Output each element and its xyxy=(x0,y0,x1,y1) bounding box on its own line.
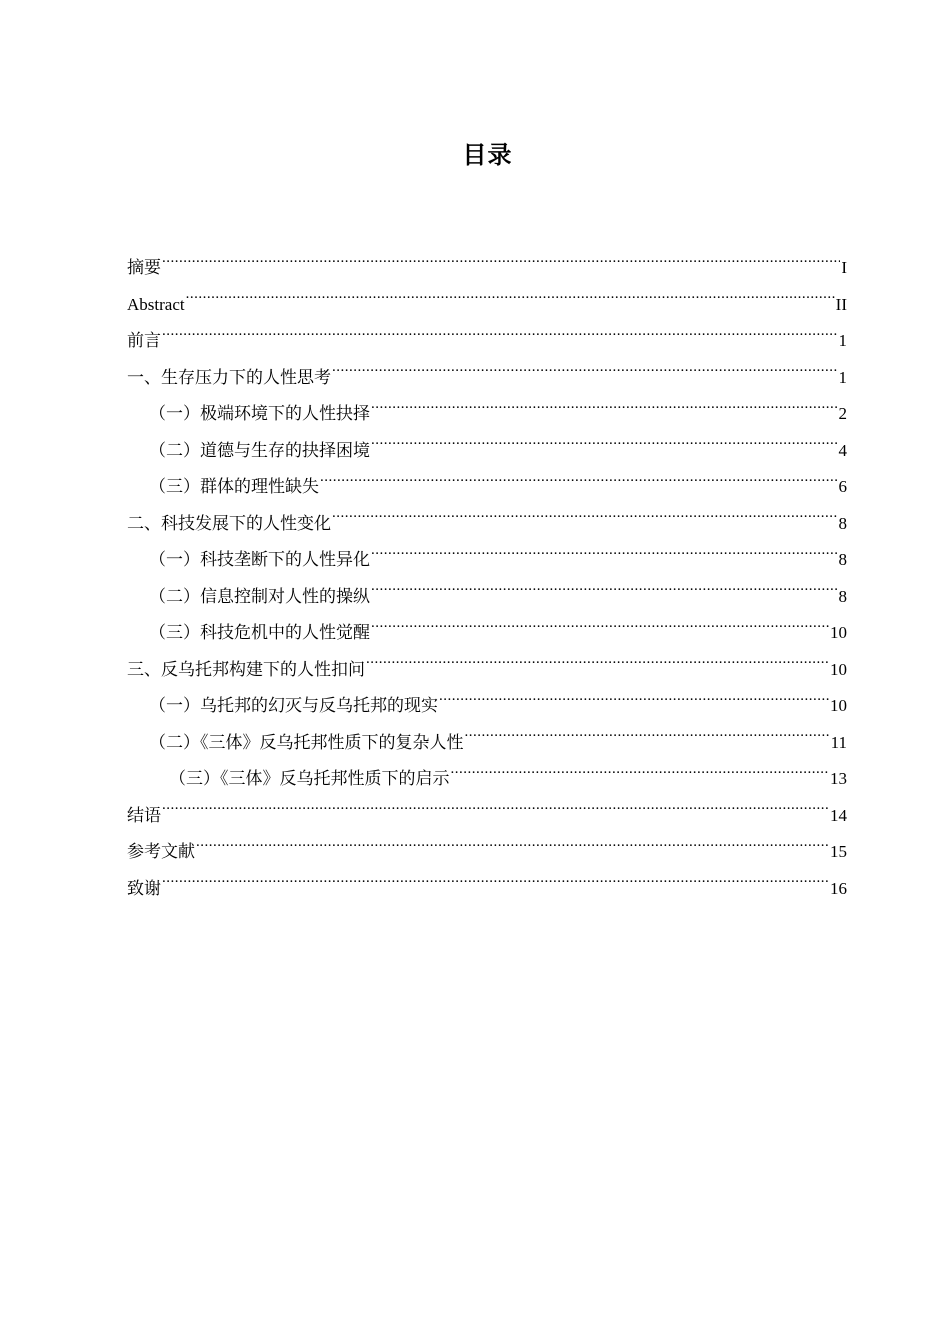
toc-entry-label: 二、科技发展下的人性变化 xyxy=(127,513,331,534)
toc-entry-conclusion[interactable] xyxy=(127,798,847,835)
toc-dot-leader xyxy=(162,804,829,821)
toc-entry-section-2-1[interactable] xyxy=(127,542,847,579)
toc-entry-section-3-3[interactable] xyxy=(127,761,847,798)
toc-entry-label: （三）群体的理性缺失 xyxy=(149,477,319,497)
toc-entry-section-1-3[interactable] xyxy=(127,469,847,506)
toc-entry-page: II xyxy=(835,294,847,314)
toc-entry-section-3-1[interactable] xyxy=(127,688,847,725)
toc-entry-page: 1 xyxy=(838,331,847,350)
toc-entry-page: 16 xyxy=(830,878,847,898)
toc-dot-leader xyxy=(366,658,829,675)
toc-entry-label: 一、生存压力下的人性思考 xyxy=(127,367,331,388)
toc-entry-abstract-en[interactable] xyxy=(127,287,847,324)
toc-entry-page: 15 xyxy=(830,842,847,861)
toc-entry-label: 参考文献 xyxy=(127,842,195,862)
toc-entry-section-2-2[interactable] xyxy=(127,579,847,616)
toc-entry-label: （一）极端环境下的人性抉择 xyxy=(149,404,370,424)
toc-entry-label: 摘要 xyxy=(127,258,161,278)
toc-entry-label: （二）信息控制对人性的操纵 xyxy=(149,586,370,607)
toc-entry-label: 结语 xyxy=(127,805,161,826)
toc-entry-page: 11 xyxy=(830,732,847,752)
toc-dot-leader xyxy=(320,475,838,492)
toc-entry-label: （三）科技危机中的人性觉醒 xyxy=(149,623,370,643)
toc-entry-page: 8 xyxy=(838,550,847,569)
toc-entry-label: （二）《三体》反乌托邦性质下的复杂人性 xyxy=(149,732,464,753)
toc-dot-leader xyxy=(162,329,838,346)
toc-entry-section-3-2[interactable] xyxy=(127,725,847,762)
toc-dot-leader xyxy=(371,621,829,638)
toc-entry-page: 8 xyxy=(838,586,847,606)
toc-entry-page: 4 xyxy=(838,440,847,460)
toc-dot-leader xyxy=(371,585,838,602)
toc-entry-page: I xyxy=(841,258,847,277)
toc-entry-chapter-3[interactable] xyxy=(127,652,847,689)
toc-entry-label: （一）乌托邦的幻灭与反乌托邦的现实 xyxy=(149,696,438,716)
toc-entry-acknowledgements[interactable] xyxy=(127,871,847,908)
toc-entry-page: 6 xyxy=(838,477,847,496)
toc-entry-label: （二）道德与生存的抉择困境 xyxy=(149,440,370,461)
toc-dot-leader xyxy=(332,366,838,383)
toc-entry-label: 三、反乌托邦构建下的人性扣问 xyxy=(127,659,365,680)
toc-entry-page: 1 xyxy=(838,367,847,387)
toc-entry-page: 14 xyxy=(830,805,847,825)
toc-dot-leader xyxy=(371,439,838,456)
toc-entry-page: 10 xyxy=(830,623,847,642)
toc-entry-section-1-1[interactable] xyxy=(127,396,847,433)
toc-title: 目录 xyxy=(462,141,513,169)
toc-entry-chapter-2[interactable] xyxy=(127,506,847,543)
toc-entry-preface[interactable] xyxy=(127,323,847,360)
toc-entry-page: 2 xyxy=(838,404,847,423)
toc-entry-label: 前言 xyxy=(127,331,161,351)
toc-dot-leader xyxy=(465,731,830,748)
toc-entry-section-1-2[interactable] xyxy=(127,433,847,470)
table-of-contents xyxy=(127,250,847,907)
toc-entry-page: 8 xyxy=(838,513,847,533)
toc-entry-label: （一）科技垄断下的人性异化 xyxy=(149,550,370,570)
toc-dot-leader xyxy=(439,694,829,711)
toc-entry-abstract-cn[interactable] xyxy=(127,250,847,287)
toc-dot-leader xyxy=(162,256,840,273)
toc-entry-page: 10 xyxy=(830,659,847,679)
toc-dot-leader xyxy=(451,767,830,784)
toc-dot-leader xyxy=(186,293,835,310)
toc-dot-leader xyxy=(371,402,838,419)
toc-entry-label: 致谢 xyxy=(127,878,161,899)
toc-dot-leader xyxy=(332,512,838,529)
toc-entry-section-2-3[interactable] xyxy=(127,615,847,652)
toc-dot-leader xyxy=(196,840,829,857)
toc-entry-label: Abstract xyxy=(127,294,185,314)
toc-entry-page: 13 xyxy=(830,769,847,788)
toc-dot-leader xyxy=(162,877,829,894)
toc-entry-label: （三）《三体》反乌托邦性质下的启示 xyxy=(169,769,450,789)
toc-entry-page: 10 xyxy=(830,696,847,715)
toc-dot-leader xyxy=(371,548,838,565)
toc-entry-references[interactable] xyxy=(127,834,847,871)
toc-entry-chapter-1[interactable] xyxy=(127,360,847,397)
